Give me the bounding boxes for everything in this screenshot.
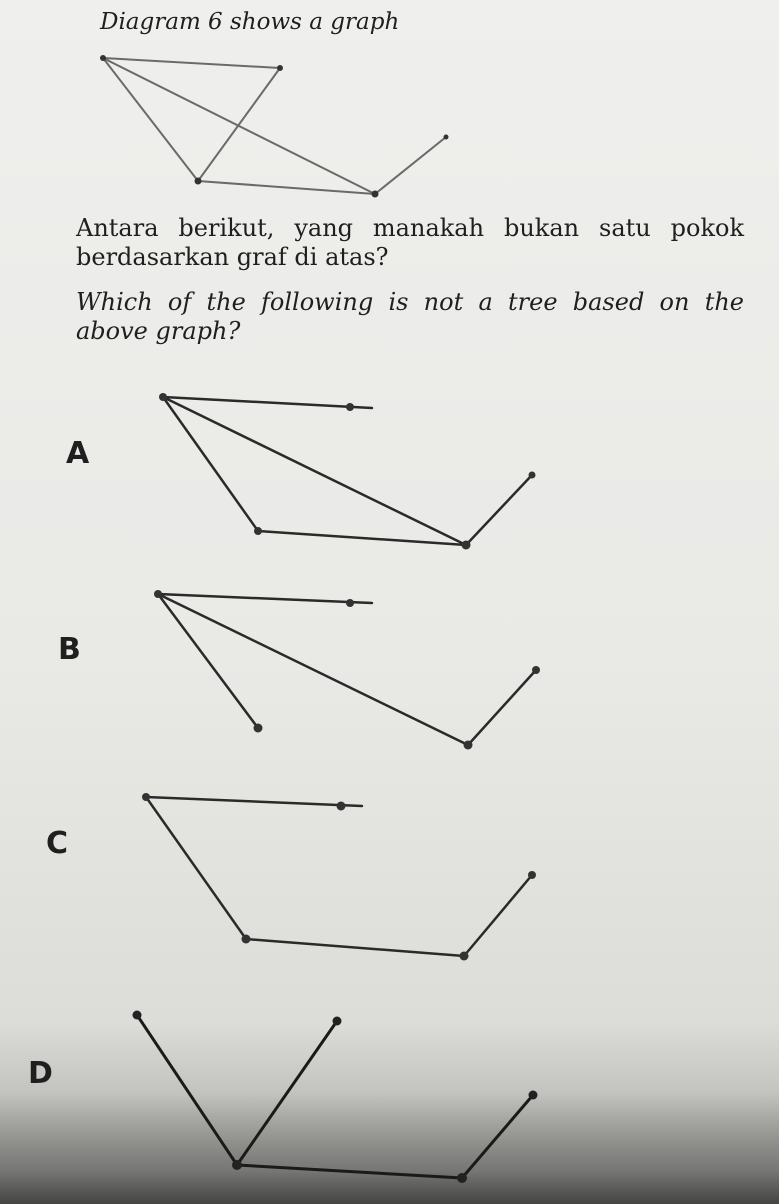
option-d-label[interactable]: D: [28, 1056, 53, 1091]
option-b-label[interactable]: B: [58, 632, 81, 667]
option-a-label[interactable]: A: [66, 436, 90, 471]
question-text-english: Which of the following is not a tree based on the above graph?: [76, 288, 744, 345]
question-text-malay: Antara berikut, yang manakah bukan satu pokok berdasarkan graf di atas?: [76, 214, 744, 271]
option-c-label[interactable]: C: [46, 826, 69, 861]
diagram-title: Diagram 6 shows a graph: [100, 9, 400, 35]
